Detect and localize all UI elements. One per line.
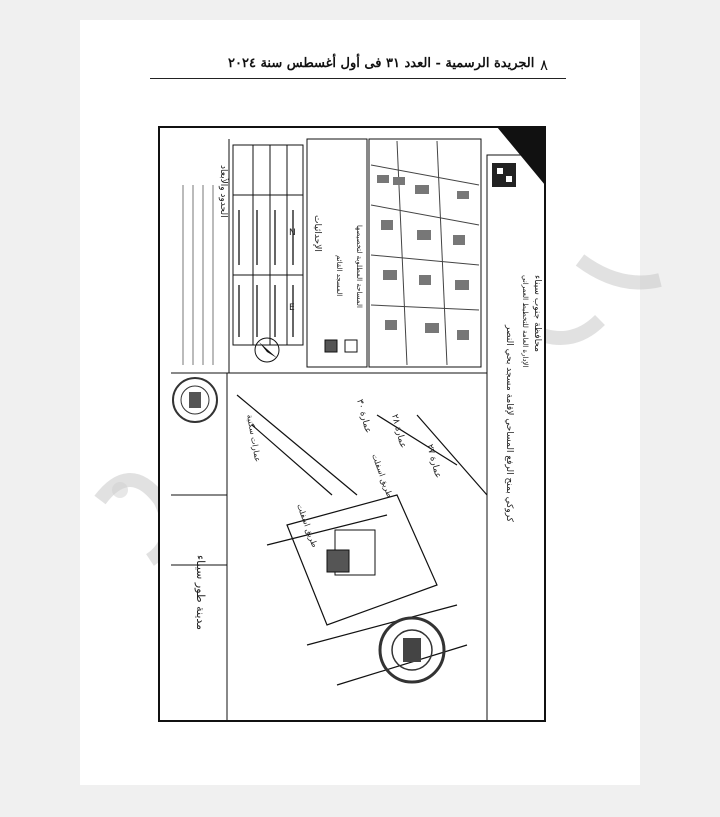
table-col-e: E [289, 303, 295, 313]
coordinates-table [233, 145, 303, 345]
boundaries-title: الحدود والأبعاد [218, 165, 228, 218]
page-number: ٨ [540, 56, 549, 74]
legend-required-label: المساحة المطلوبة لتخصيصها [355, 225, 363, 308]
table-col-n: N [289, 228, 296, 238]
header-rule [150, 78, 566, 79]
map-label-building-28: عمارة ٢٨ [389, 413, 408, 450]
map-label-building-27: عمارة ٢٧ [424, 443, 443, 480]
subject-label: كروكي بمنح الرفع المساحي لإقامة مسجد بحي النصر [504, 325, 514, 522]
existing-mosque [327, 550, 349, 572]
map-label-road-1: طريق اسفلت [370, 452, 395, 499]
coords-header: الإحداثيات [312, 215, 322, 252]
map-label-road-2: طريق اسفلت [295, 502, 320, 549]
gazette-title: الجريدة الرسمية - العدد ٣١ فى أول أغسطس سنة ٢٠٢٤ [228, 56, 535, 71]
map-label-residential: عمارات سكنية [245, 413, 263, 463]
legend-swatch-required [345, 340, 357, 352]
map-label-building-30: عمارة ٣٠ [354, 398, 373, 435]
legend-swatch-existing [325, 340, 337, 352]
legend-existing-label: المسجد القائم [335, 255, 343, 297]
site-plan [157, 125, 547, 723]
map-label-city: مدينة طور سيناء [194, 555, 207, 631]
logo-icon [492, 163, 516, 187]
governorate-label: محافظة جنوب سيناء [532, 275, 542, 352]
directorate-label: الإدارة العامة للتخطيط العمراني [521, 275, 529, 368]
